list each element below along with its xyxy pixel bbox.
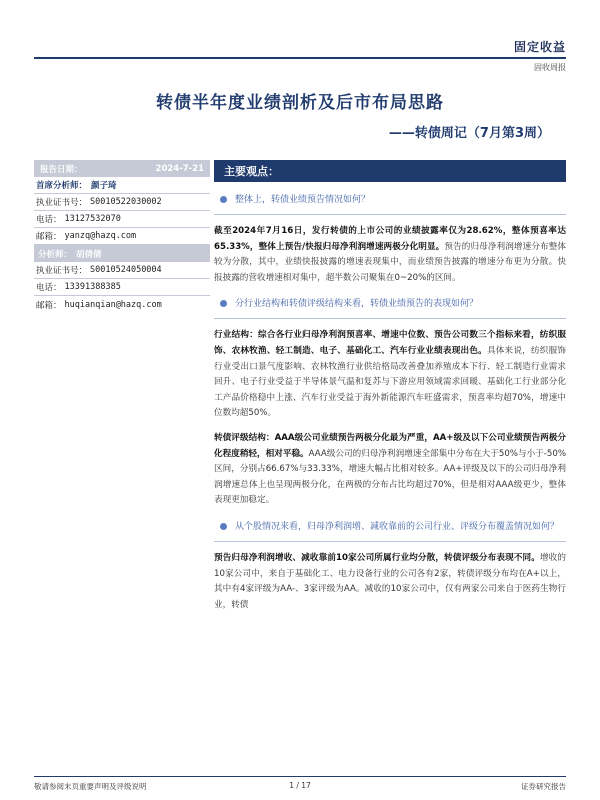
analyst-sidebar: [34, 160, 210, 313]
analyst2-name: 胡倩倩: [76, 249, 102, 260]
analyst1-cert: S0010522030002: [90, 197, 162, 207]
paragraph-3: [214, 431, 566, 509]
bullet-dot-icon: [220, 196, 227, 203]
analyst2-role: 分析师：: [38, 249, 73, 260]
paragraph-4: [214, 551, 566, 613]
analyst1-phone-row: [34, 211, 210, 228]
question-3: [214, 519, 566, 535]
analyst2-email-row: [34, 296, 210, 313]
question-1: [214, 192, 566, 208]
analyst1-email[interactable]: yanzq@hazq.com: [64, 231, 137, 241]
paragraph-3-lead: 转债评级结构：AAA级公司业绩预告两极分化最为严重，AA+级及以下公司业绩预告两极分化程度稍轻，相对平稳。: [214, 432, 566, 459]
paragraph-4-body: 增收的10家公司中，来自于基础化工、电力设备行业的公司各有2家，转债评级分布均在A+以上，其中有4家评级为AA-、3家评级为AA。减收的10家公司中，仅有两家公司来自于医药生物行业，转债: [214, 552, 566, 610]
paragraph-4-lead: 预告归母净利润增收、减收靠前10家公司所属行业均分散，转债评级分布表现不同。: [214, 552, 540, 563]
footer-divider: [34, 776, 566, 777]
bullet-divider: [214, 541, 566, 542]
paragraph-1: [214, 224, 566, 286]
report-date-value: 2024-7-21: [155, 163, 204, 174]
analyst2-cert-row: [34, 262, 210, 279]
analyst1-header: [34, 177, 210, 194]
analyst2-phone: 13391388385: [64, 282, 121, 292]
report-date-label: 报告日期：: [40, 164, 83, 175]
analyst1-role: 首席分析师：: [36, 181, 88, 191]
report-subcategory: 固收周报: [534, 63, 566, 72]
analyst2-phone-row: [34, 279, 210, 296]
footer-report-type: 证券研究报告: [521, 782, 566, 791]
analyst2-phone-label: 电话：: [36, 283, 62, 293]
question-2: [214, 296, 566, 312]
analyst2-cert-label: 执业证书号：: [36, 266, 88, 276]
paragraph-2-body: 具体来说，纺织服饰行业受出口景气度影响、农林牧渔行业供给格局改善叠加养殖成本下行、轻工制造行业需求回升、电子行业受益于半导体景气温和复苏与下游应用领域需求回暖、基础化工行业部分化工产品价格稳中上涨、汽车行业受益于海外新能源汽车旺盛需求，预喜率均超70%，增速中位数均超50%。: [214, 345, 566, 419]
page-number: 1 / 17: [289, 781, 311, 790]
footer-disclaimer: 敬请参阅末页重要声明及评级说明: [34, 782, 147, 791]
question-1-text: 整体上，转债业绩预告情况如何？: [235, 195, 371, 205]
analyst1-name: 颜子琦: [91, 181, 117, 191]
analyst1-cert-label: 执业证书号：: [36, 198, 88, 208]
question-2-text: 分行业结构和转债评级结构来看，转债业绩预告的表现如何？: [235, 299, 479, 310]
report-category: 固定收益: [513, 40, 566, 54]
analyst1-email-row: [34, 228, 210, 245]
bullet-dot-icon: [220, 300, 227, 307]
paragraph-2-lead: 行业结构：综合各行业归母净利润预喜率、增速中位数、预告公司数三个指标来看，纺织服饰、农林牧渔、轻工制造、电子、基础化工、汽车行业业绩表现出色。: [214, 330, 566, 356]
analyst1-cert-row: [34, 194, 210, 211]
analyst1-phone: 13127532070: [64, 214, 121, 224]
report-subtitle: ——转债周记（7月第3周）: [388, 126, 550, 141]
paragraph-3-body: AAA级公司的归母净利润增速全部集中分布在大于50%与小于-50%区间，分别占66.67%与33.33%，增速大幅占比相对较多。AA+评级及以下的公司归母净利润增速总体上也呈现两极分化，在两极的分布占比均超过70%，但是相对AAA级更少，整体表现更加稳定。: [214, 448, 566, 506]
analyst2-email[interactable]: huqianqian@hazq.com: [64, 299, 162, 310]
header-divider: [34, 57, 566, 59]
main-content: [214, 160, 566, 613]
bullet-dot-icon: [220, 523, 227, 530]
key-points-heading: 主要观点：: [214, 160, 566, 182]
analyst2-header: [34, 245, 210, 262]
page-header: [0, 0, 600, 72]
analyst1-email-label: 邮箱：: [36, 232, 62, 242]
analyst2-cert: S0010524050004: [90, 265, 162, 275]
paragraph-2: [214, 328, 566, 422]
bullet-divider: [214, 214, 566, 215]
analyst1-phone-label: 电话：: [36, 215, 62, 225]
report-title: 转债半年度业绩剖析及后市布局思路: [156, 93, 444, 113]
paragraph-1-lead: 截至2024年7月16日，发行转债的上市公司的业绩披露率仅为28.62%，整体预喜率达65.33%，整体上预告/快报归母净利润增速两极分化明显。: [214, 226, 566, 252]
analyst2-email-label: 邮箱：: [36, 300, 62, 311]
paragraph-1-body: 预告的归母净利润增速分布整体较为分散，其中，业绩快报披露的增速表现集中，而业绩预告披露的增速分布更为分散。快报披露的营收增速相对集中，超半数公司聚集在0~20%的区间。: [214, 241, 566, 283]
question-3-text: 从个股情况来看，归母净利润增、减收靠前的公司行业、评级分布覆盖情况如何？: [235, 521, 560, 532]
report-date-bar: [34, 160, 210, 177]
bullet-divider: [214, 318, 566, 319]
